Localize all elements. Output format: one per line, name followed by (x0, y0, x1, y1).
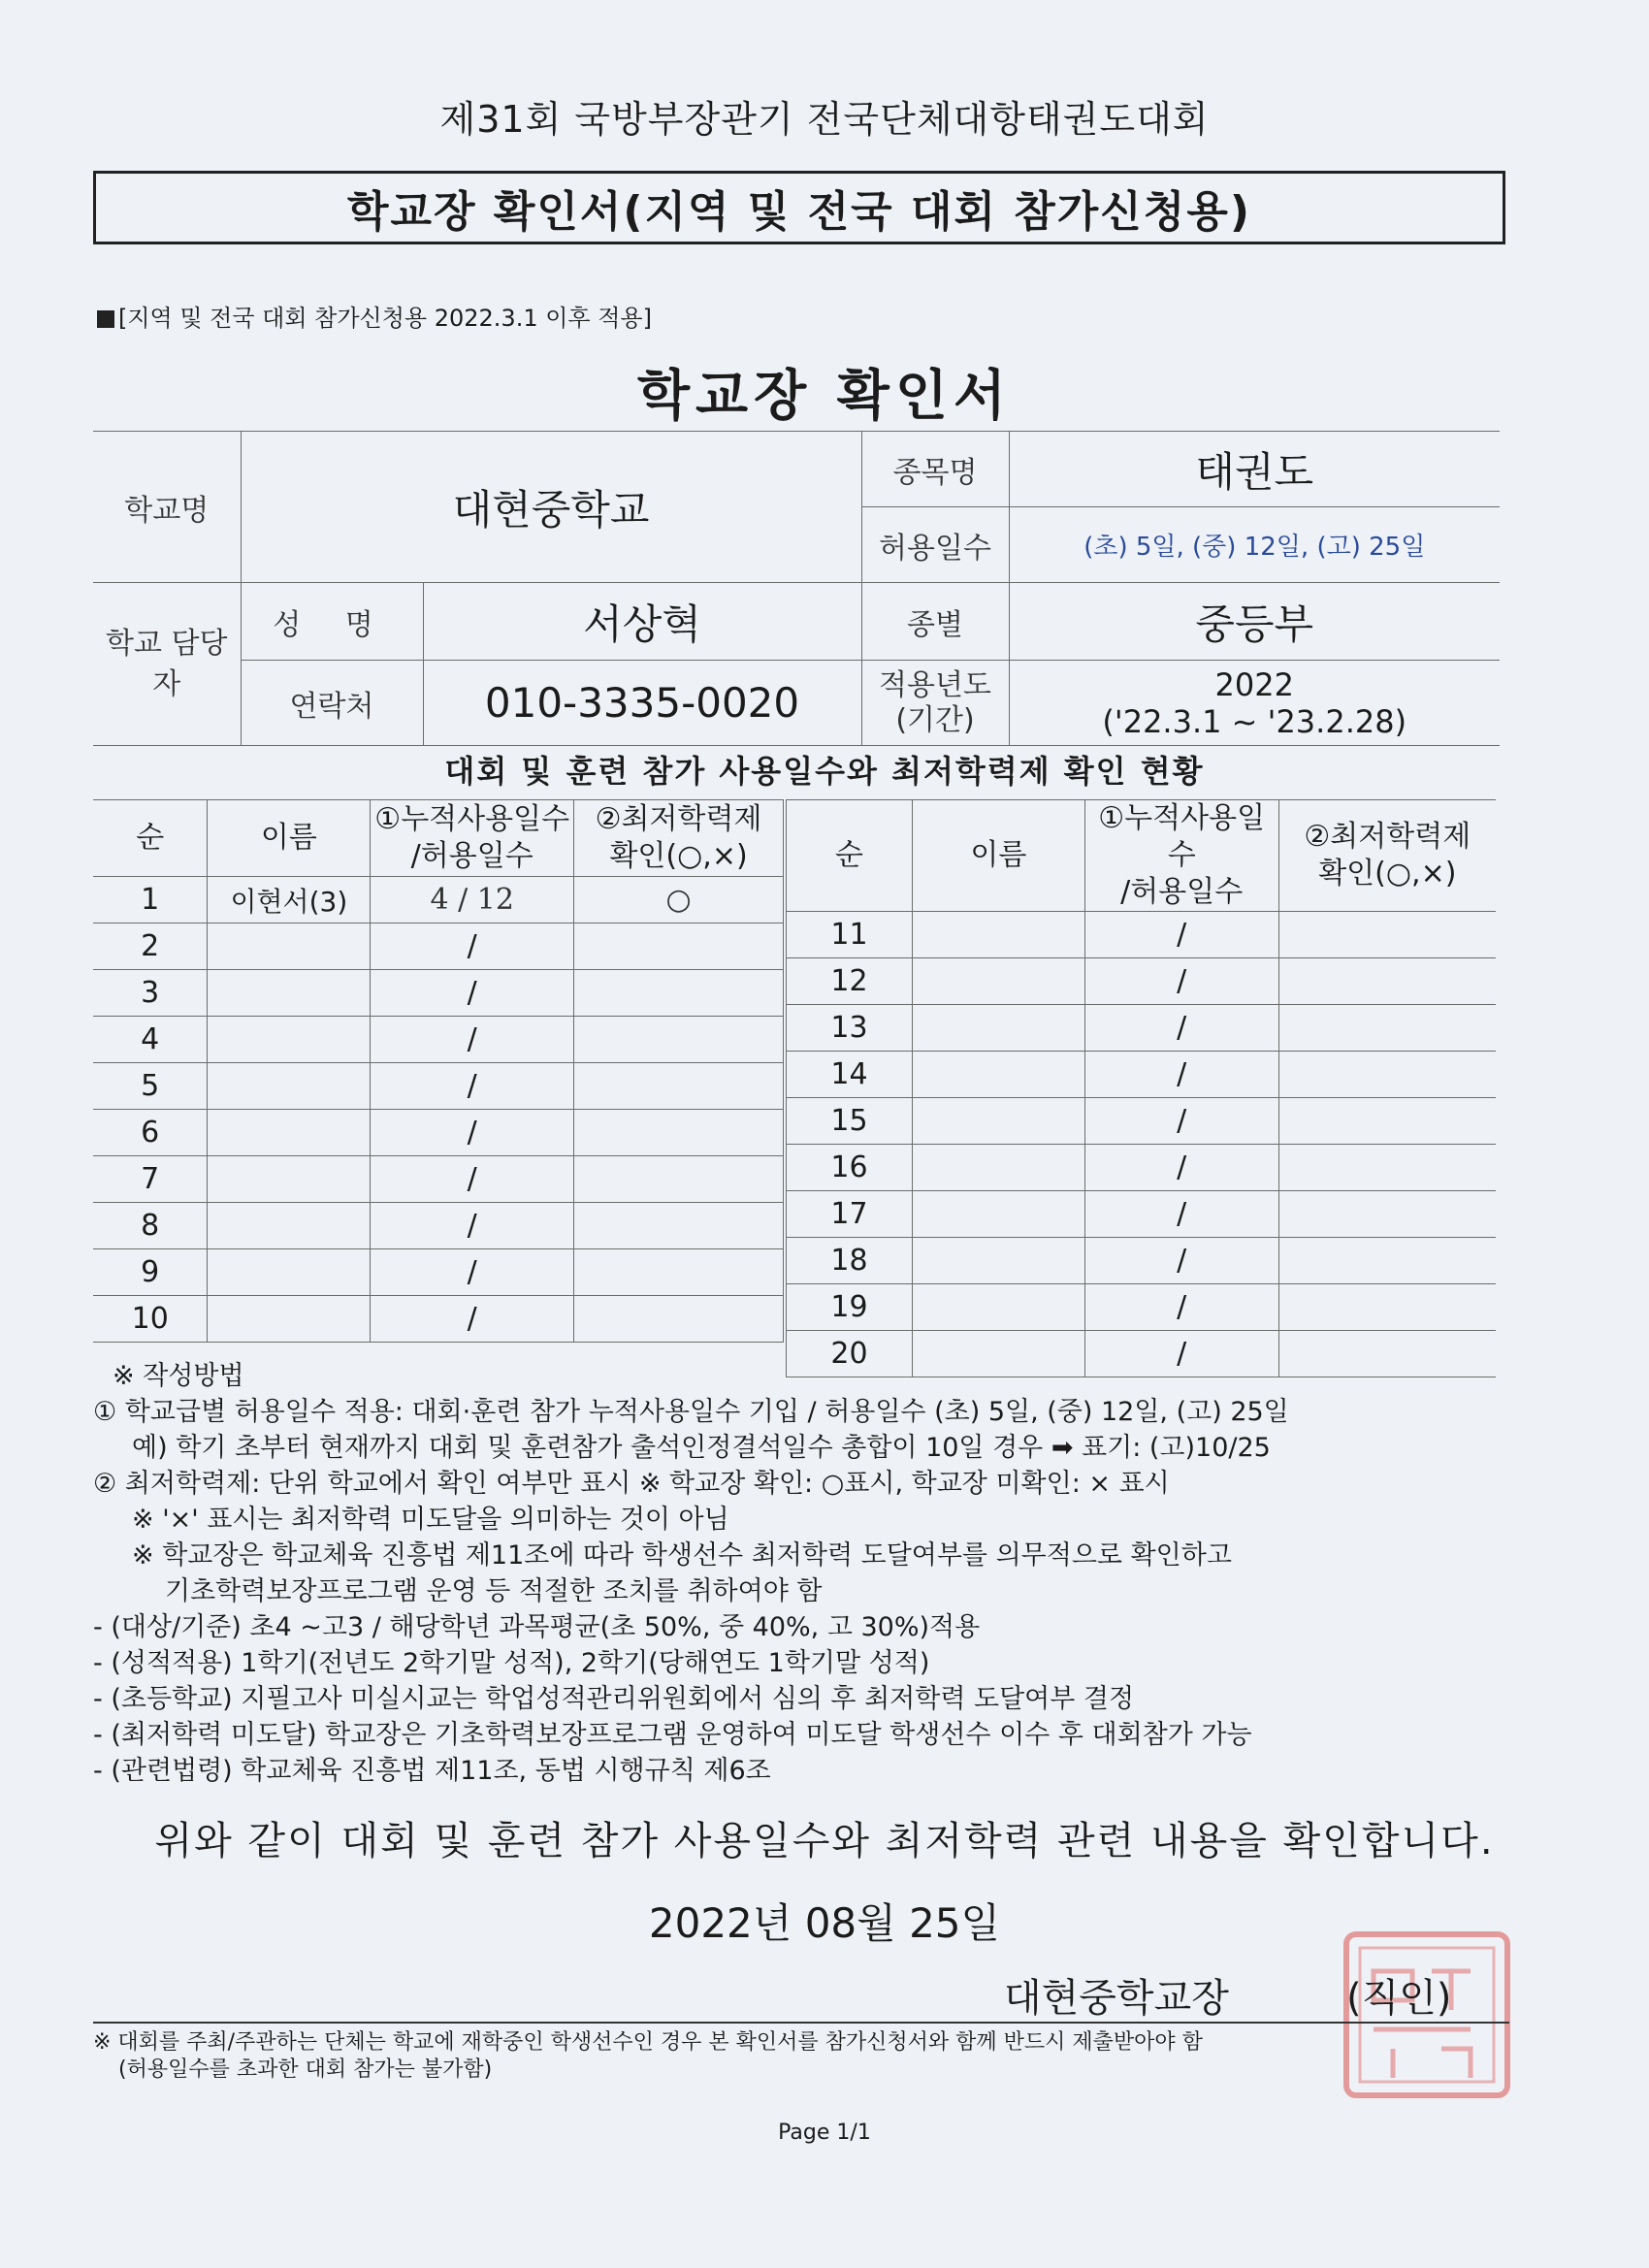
col-days-header-line1: ①누적사용일수 (1098, 801, 1266, 872)
row-days: / (1084, 1145, 1278, 1191)
year-label-line1: 적용년도 (879, 667, 991, 702)
footer-note-line2: (허용일수를 초과한 대회 참가는 불가함) (118, 2057, 493, 2082)
row-check (1278, 1191, 1496, 1238)
row-number: 5 (93, 1063, 208, 1110)
col-min-header-line1: ②최저학력제 (595, 802, 762, 836)
note-item: - (초등학교) 지필고사 미실시교는 학업성적관리위원회에서 심의 후 최저학력 도달여부 결정 (93, 1684, 1135, 1714)
row-name (912, 1098, 1084, 1145)
note-item: ① 학교급별 허용일수 적용: 대회·훈련 참가 누적사용일수 기입 / 허용일수 (초) 5일, (중) 12일, (고) 25일 (93, 1397, 1289, 1427)
row-check (1278, 1145, 1496, 1191)
row-days: / (1084, 912, 1278, 958)
row-check (574, 1110, 784, 1156)
table-row (93, 1017, 784, 1063)
col-days-header (1084, 800, 1278, 912)
row-check (574, 1249, 784, 1296)
row-number: 3 (93, 970, 208, 1017)
period-value: ('22.3.1 ~ '23.2.28) (1102, 702, 1407, 740)
note-item: - (대상/기준) 초4 ~고3 / 해당학년 과목평균(초 50%, 중 40%, 고 30%)적용 (93, 1612, 981, 1642)
table-row (787, 912, 1497, 958)
table-row (93, 923, 784, 970)
row-name (912, 1238, 1084, 1284)
applies-note-text: [지역 및 전국 대회 참가신청용 2022.3.1 이후 적용] (118, 305, 652, 332)
row-number: 16 (787, 1145, 913, 1191)
col-min-header-line2: 확인(○,×) (1318, 857, 1457, 891)
row-name (208, 1296, 371, 1343)
page-number: Page 1/1 (778, 2121, 871, 2145)
col-min-header (1278, 800, 1496, 912)
year-label-line2: (기간) (895, 702, 975, 737)
row-name (208, 970, 371, 1017)
row-days: / (371, 1156, 574, 1203)
row-name (208, 1017, 371, 1063)
row-number: 15 (787, 1098, 913, 1145)
row-number: 20 (787, 1331, 913, 1377)
info-table (93, 431, 1500, 746)
row-name (208, 1156, 371, 1203)
issue-date: 2022년 08월 25일 (648, 1899, 1001, 1947)
row-check: ○ (574, 877, 784, 923)
event-label: 종목명 (861, 432, 1009, 507)
table-row (787, 958, 1497, 1005)
notes-heading: ※ 작성방법 (113, 1361, 244, 1391)
division-value: 중등부 (1009, 583, 1500, 661)
note-item: - (최저학력 미도달) 학교장은 기초학력보장프로그램 운영하여 미도달 학생선수 이수 후 대회참가 가능 (93, 1720, 1252, 1750)
note-item: - (성적적용) 1학기(전년도 2학기말 성적), 2학기(당해연도 1학기말 성적) (93, 1648, 930, 1678)
row-days: / (1084, 1098, 1278, 1145)
row-number: 8 (93, 1203, 208, 1249)
row-days: / (1084, 1238, 1278, 1284)
row-number: 10 (93, 1296, 208, 1343)
note-item: 예) 학기 초부터 현재까지 대회 및 훈련참가 출석인정결석일수 총합이 10일 경우 ➡ 표기: (고)10/25 (132, 1433, 1271, 1463)
table-row (787, 1005, 1497, 1052)
row-days: / (371, 1017, 574, 1063)
col-min-header (574, 800, 784, 877)
row-check (574, 1203, 784, 1249)
table-row (93, 970, 784, 1017)
year-value: 2022 (1214, 665, 1294, 703)
table-row (93, 1156, 784, 1203)
row-number: 9 (93, 1249, 208, 1296)
table-row (787, 1052, 1497, 1098)
table-row (787, 1284, 1497, 1331)
contact-label: 연락처 (241, 661, 423, 746)
writing-instructions (93, 1358, 1509, 1789)
note-item: ※ 학교장은 학교체육 진흥법 제11조에 따라 학생선수 최저학력 도달여부를 의무적으로 확인하고 (132, 1540, 1232, 1571)
row-check (574, 1063, 784, 1110)
row-days: 4 / 12 (371, 877, 574, 923)
row-days: / (371, 1249, 574, 1296)
row-number: 1 (93, 877, 208, 923)
principal-title: 대현중학교장 (1004, 1976, 1229, 2021)
row-name (912, 1052, 1084, 1098)
row-name (208, 1203, 371, 1249)
seal-label: (직인) (1346, 1976, 1452, 2021)
manager-label: 학교 담당자 (93, 583, 241, 746)
section-title: 대회 및 훈련 참가 사용일수와 최저학력제 확인 현황 (444, 753, 1205, 790)
row-name (912, 1284, 1084, 1331)
table-row (93, 1110, 784, 1156)
applies-note (97, 299, 652, 333)
allowed-days-label: 허용일수 (861, 507, 1009, 583)
school-value: 대현중학교 (241, 432, 861, 583)
row-days: / (371, 1203, 574, 1249)
row-check (1278, 1238, 1496, 1284)
col-no-header: 순 (93, 800, 208, 877)
row-days: / (371, 1296, 574, 1343)
year-value-cell (1009, 661, 1500, 746)
row-name (912, 1191, 1084, 1238)
col-min-header-line2: 확인(○,×) (609, 839, 748, 873)
row-days: / (1084, 1052, 1278, 1098)
row-name (912, 958, 1084, 1005)
row-number: 7 (93, 1156, 208, 1203)
row-days: / (1084, 958, 1278, 1005)
row-name (912, 912, 1084, 958)
note-item: ② 최저학력제: 단위 학교에서 확인 여부만 표시 ※ 학교장 확인: ○표시, 학교장 미확인: × 표시 (93, 1469, 1170, 1499)
row-number: 14 (787, 1052, 913, 1098)
table-row (93, 1063, 784, 1110)
square-bullet-icon (97, 310, 114, 328)
event-value: 태권도 (1009, 432, 1500, 507)
row-number: 18 (787, 1238, 913, 1284)
row-number: 6 (93, 1110, 208, 1156)
table-row (93, 1249, 784, 1296)
col-min-header-line1: ②최저학력제 (1304, 820, 1471, 854)
row-days: / (1084, 1191, 1278, 1238)
footer-note-line1: ※ 대회를 주최/주관하는 단체는 학교에 재학중인 학생선수인 경우 본 확인서를 참가신청서와 함께 반드시 제출받아야 함 (93, 2030, 1203, 2055)
event-title: 제31회 국방부장관기 전국단체대항태권도대회 (439, 98, 1210, 141)
row-days: / (1084, 1284, 1278, 1331)
usage-table-left (93, 799, 784, 1343)
row-name: 이현서(3) (208, 877, 371, 923)
row-check (574, 970, 784, 1017)
usage-table-right (786, 799, 1496, 1377)
year-label (861, 661, 1009, 746)
row-days: / (371, 1110, 574, 1156)
row-check (574, 923, 784, 970)
table-row (93, 1203, 784, 1249)
row-number: 4 (93, 1017, 208, 1063)
col-days-header-line2: /허용일수 (410, 839, 534, 873)
row-days: / (371, 970, 574, 1017)
row-number: 13 (787, 1005, 913, 1052)
name-value: 서상혁 (423, 583, 861, 661)
row-check (574, 1296, 784, 1343)
row-check (574, 1156, 784, 1203)
table-row (787, 1191, 1497, 1238)
row-check (1278, 1005, 1496, 1052)
row-check (1278, 1284, 1496, 1331)
row-check (1278, 1098, 1496, 1145)
table-row (787, 1098, 1497, 1145)
col-name-header: 이름 (912, 800, 1084, 912)
col-days-header-line2: /허용일수 (1120, 875, 1244, 909)
row-name (208, 1110, 371, 1156)
table-row (93, 877, 784, 923)
col-days-header-line1: ①누적사용일수 (374, 802, 570, 836)
allowed-days-value: (초) 5일, (중) 12일, (고) 25일 (1009, 507, 1500, 583)
note-item: 기초학력보장프로그램 운영 등 적절한 조치를 취하여야 함 (165, 1576, 823, 1606)
row-check (1278, 912, 1496, 958)
row-number: 12 (787, 958, 913, 1005)
table-row (787, 1238, 1497, 1284)
row-name (208, 1249, 371, 1296)
row-check (1278, 1052, 1496, 1098)
division-label: 종별 (861, 583, 1009, 661)
name-label: 성 명 (241, 583, 423, 661)
row-number: 19 (787, 1284, 913, 1331)
table-row (787, 1145, 1497, 1191)
form-title-box: 학교장 확인서(지역 및 전국 대회 참가신청용) (93, 171, 1505, 244)
row-name (912, 1145, 1084, 1191)
row-check (1278, 958, 1496, 1005)
row-days: / (1084, 1005, 1278, 1052)
table-row (93, 1296, 784, 1343)
col-name-header: 이름 (208, 800, 371, 877)
col-days-header (371, 800, 574, 877)
row-name (208, 1063, 371, 1110)
row-number: 17 (787, 1191, 913, 1238)
footer-note (93, 2022, 1509, 2084)
confirmation-statement: 위와 같이 대회 및 훈련 참가 사용일수와 최저학력 관련 내용을 확인합니다. (154, 1819, 1495, 1863)
row-days: / (371, 923, 574, 970)
document-title: 학교장 확인서 (636, 365, 1013, 428)
row-number: 11 (787, 912, 913, 958)
row-name (912, 1005, 1084, 1052)
row-check (574, 1017, 784, 1063)
note-item: - (관련법령) 학교체육 진흥법 제11조, 동법 시행규칙 제6조 (93, 1756, 771, 1786)
school-label: 학교명 (93, 432, 241, 583)
row-number: 2 (93, 923, 208, 970)
contact-value: 010-3335-0020 (423, 661, 861, 746)
note-item: ※ '×' 표시는 최저학력 미도달을 의미하는 것이 아님 (132, 1505, 729, 1535)
row-days: / (1084, 1331, 1278, 1377)
col-no-header: 순 (787, 800, 913, 912)
row-days: / (371, 1063, 574, 1110)
row-name (208, 923, 371, 970)
